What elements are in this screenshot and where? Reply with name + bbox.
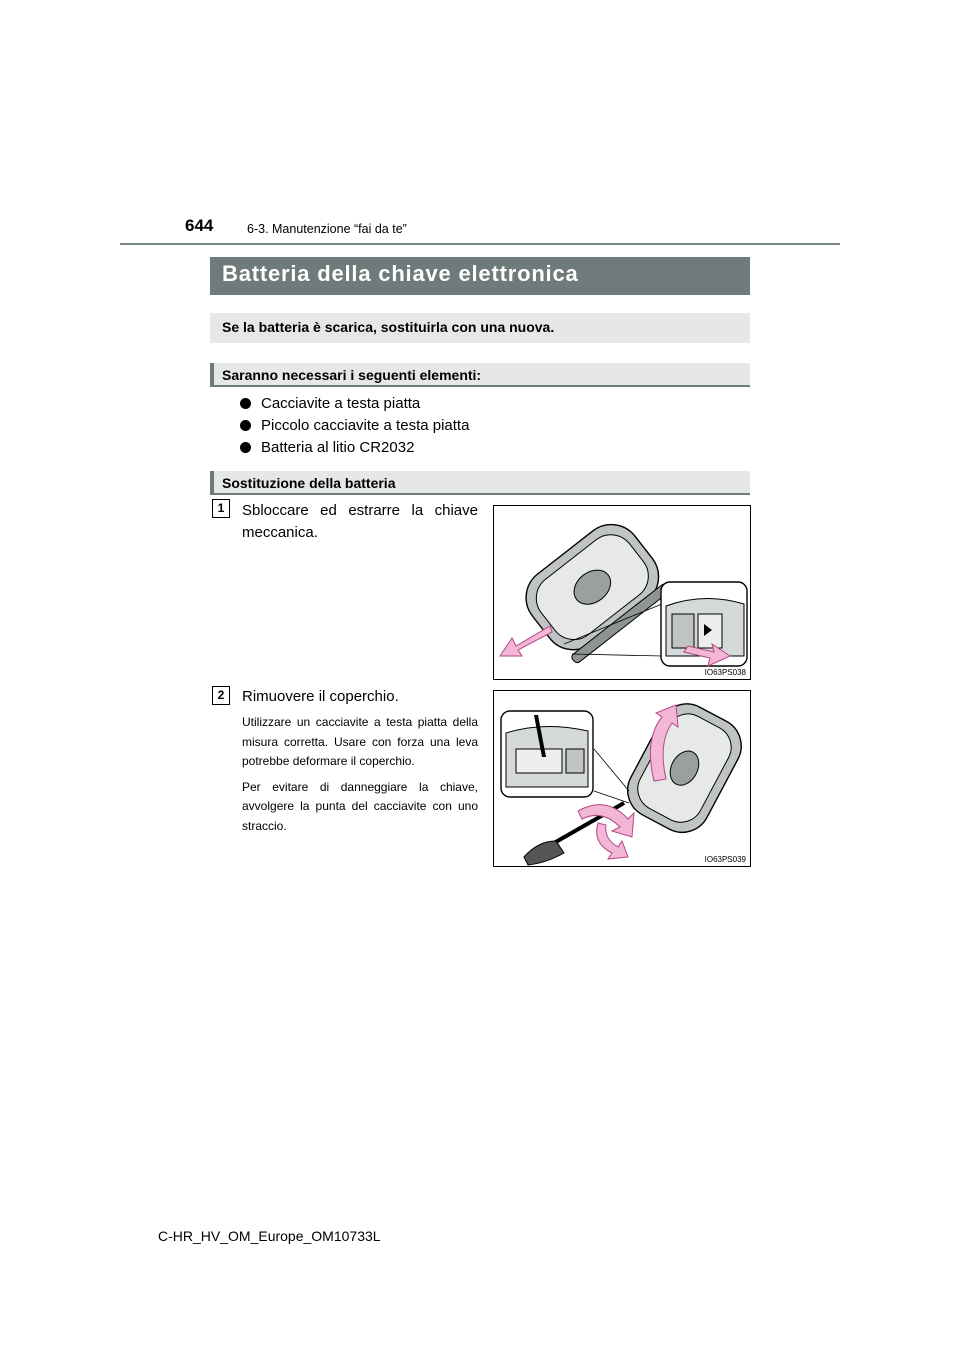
section-label: 6-3. Manutenzione “fai da te”: [247, 222, 407, 236]
step-2-text: Rimuovere il coperchio.: [242, 688, 399, 705]
footer-code: C-HR_HV_OM_Europe_OM10733L: [158, 1228, 381, 1244]
header-rule: [120, 243, 840, 245]
step-1-text: Sbloccare ed estrarre la chiave meccanica.: [242, 502, 478, 541]
intro-box: Se la batteria è scarica, sostituirla con una nuova.: [210, 313, 750, 343]
list-item: [240, 395, 420, 412]
list-item: [240, 439, 414, 456]
bullet-icon: [240, 398, 251, 409]
list-item: [240, 417, 469, 434]
remove-cover-illustration: [494, 691, 750, 866]
page-number: 644: [185, 216, 214, 235]
page-title: Batteria della chiave elettronica: [210, 257, 750, 295]
list-item-text: Cacciavite a testa piatta: [261, 395, 421, 412]
required-items-heading: Saranno necessari i seguenti elementi:: [210, 363, 750, 387]
figure-code: IO63PS039: [704, 855, 746, 864]
figure-key-unlock: [493, 505, 751, 680]
step-2-notes: [242, 713, 478, 842]
note-paragraph: Per evitare di danneggiare la chiave, avvolgere la punta del cacciavite con uno straccio.: [242, 779, 478, 833]
note-paragraph: Utilizzare un cacciavite a testa piatta della misura corretta. Usare con forza una leva potrebbe deformare il coperchio.: [242, 715, 478, 768]
replacement-heading: Sostituzione della batteria: [210, 471, 750, 495]
figure-code: IO63PS038: [704, 668, 746, 677]
step-number-2: 2: [212, 686, 230, 705]
step-number-1: 1: [212, 499, 230, 518]
figure-remove-cover: [493, 690, 751, 867]
key-unlock-illustration: [494, 506, 750, 679]
bullet-icon: [240, 442, 251, 453]
list-item-text: Batteria al litio CR2032: [261, 439, 415, 456]
list-item-text: Piccolo cacciavite a testa piatta: [261, 417, 470, 434]
bullet-icon: [240, 420, 251, 431]
